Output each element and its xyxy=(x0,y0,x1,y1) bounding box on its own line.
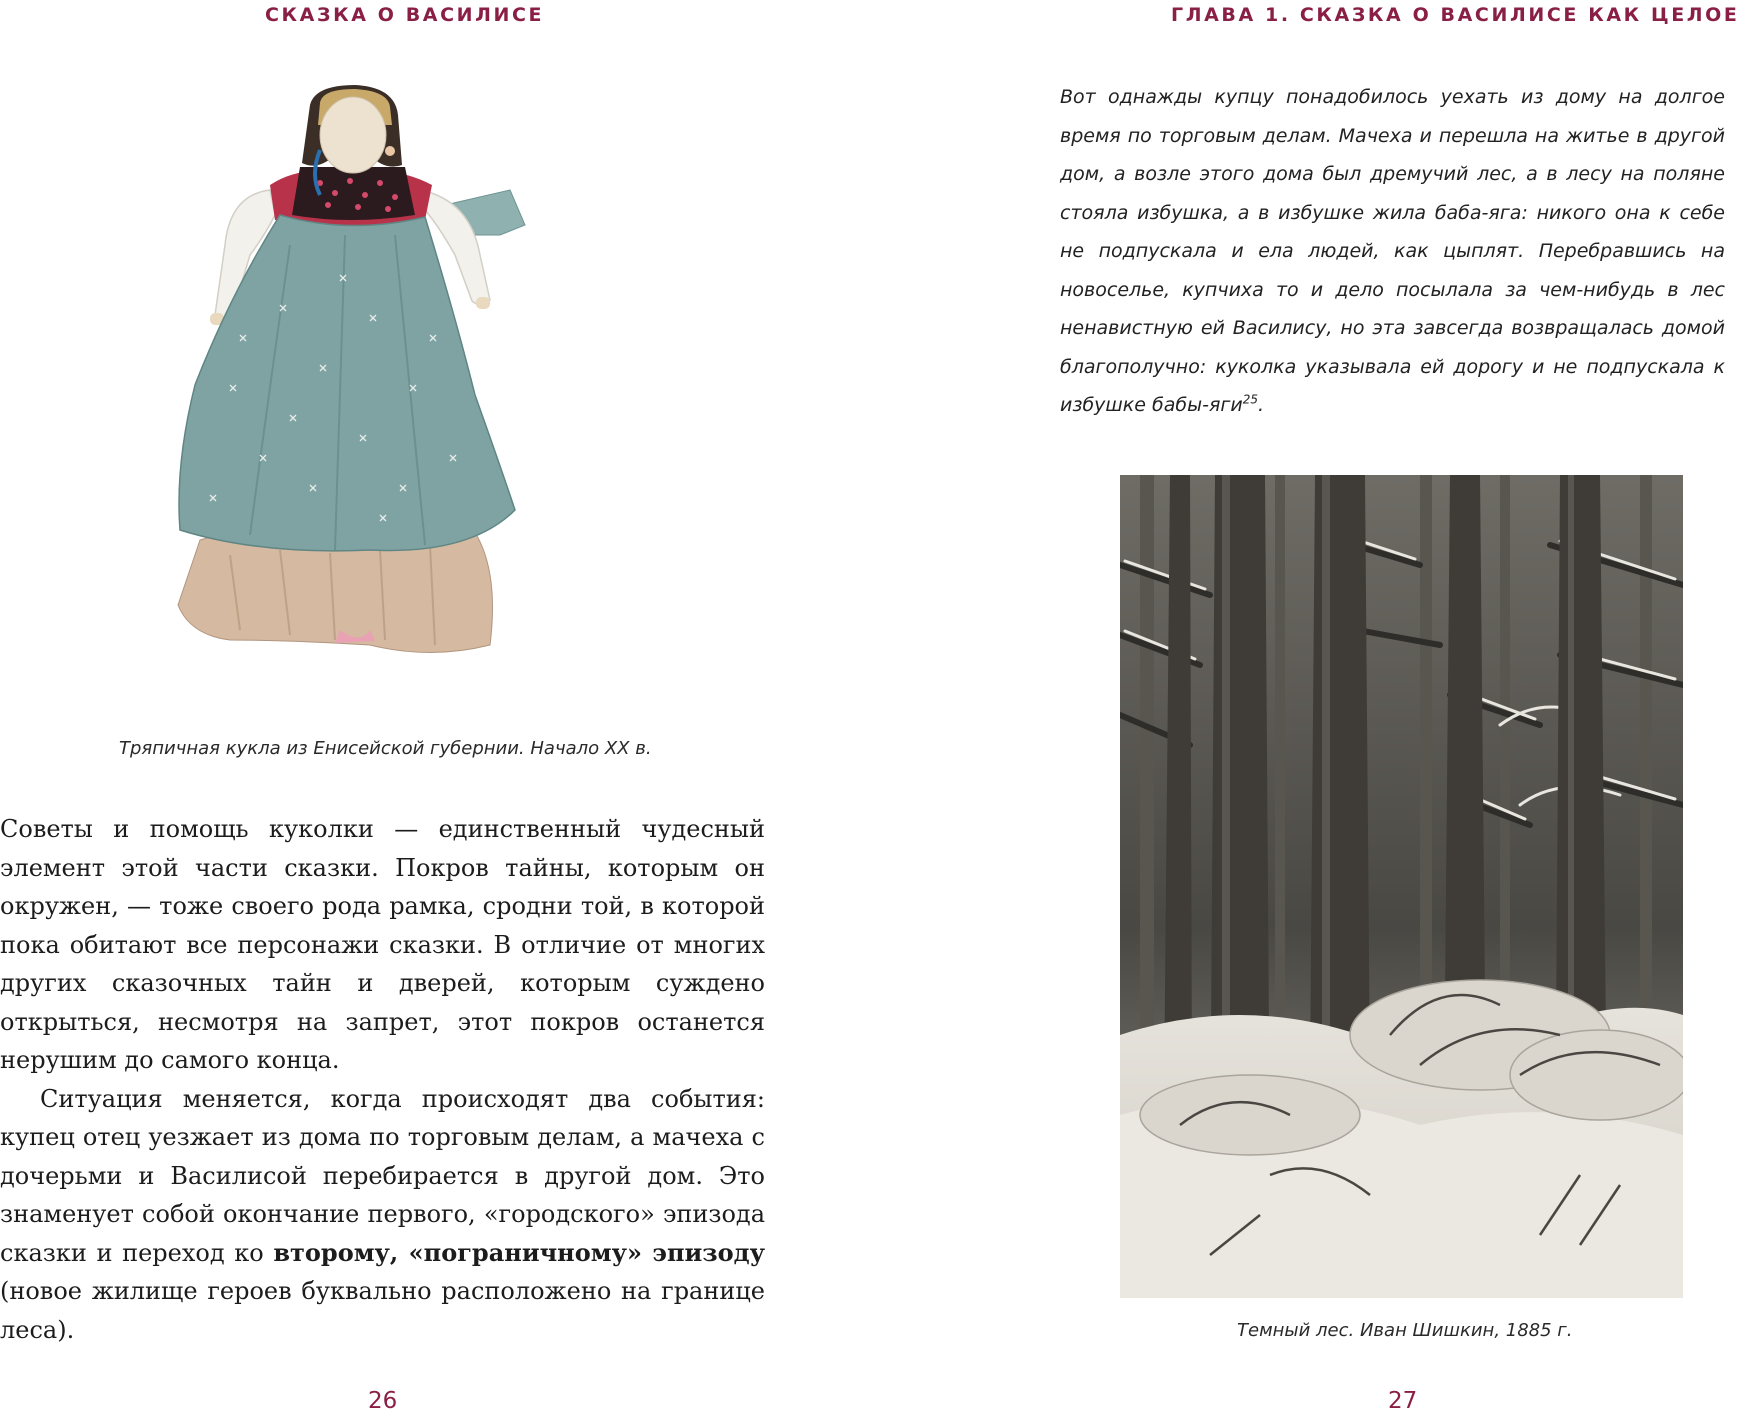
paragraph-1: Советы и помощь куколки — единственный чудесный элемент этой части сказки. Покров тайны, которым он окружен, — тоже своего рода рамка, сродни той, в которой пока обитают все персонажи сказки. В отличие от многих других сказочных тайн и дверей, которым суждено открыться, несмотря на запрет, этот покров останется нерушим до самого конца. xyxy=(0,815,765,1074)
right-page xyxy=(878,0,1756,1419)
forest-painting-icon xyxy=(1120,475,1683,1298)
page-number-left: 26 xyxy=(368,1388,398,1414)
tale-quote xyxy=(1060,78,1725,425)
body-text xyxy=(0,810,765,1349)
bold-term: второму, «пограничному» эпизоду xyxy=(273,1237,765,1267)
rag-doll-illustration xyxy=(170,85,590,715)
quote-end: . xyxy=(1257,394,1265,416)
running-head-left: СКАЗКА О ВАСИЛИСЕ xyxy=(265,4,545,26)
footnote-marker: 25 xyxy=(1242,392,1258,407)
quote-paragraph xyxy=(1060,78,1725,425)
quote-text: Вот однажды купцу понадобилось уехать из дому на долгое время по торговым делам. Мачеха и перешла на житье в другой дом, а возле этого дома был дремучий лес, а в лесу на поляне стояла избушка, а в избушке жила баба-яга: никого она к себе не подпускала и ела людей, как цыплят. Перебравшись на новоселье, купчиха то и дело посылала за чем-нибудь в лес ненавистную ей Василису, но эта завсегда возвращалась домой благополучно: куколка указывала ей дорогу и не подпускала к избушке бабы-яги xyxy=(1060,86,1725,416)
running-head-right: ГЛАВА 1. СКАЗКА О ВАСИЛИСЕ КАК ЦЕЛОЕ xyxy=(1171,4,1740,26)
page-number-right: 27 xyxy=(1388,1388,1418,1414)
paragraph-2-start: Ситуация меняется, когда происходят два события: купец отец уезжает из дома по торговым делам, а мачеха с дочерьми и Василисой перебирается в другой дом. Это знаменует собой окончание первого, «городского» эпизода сказки и переход ко xyxy=(0,1084,765,1267)
rag-doll-icon xyxy=(170,85,590,715)
paragraph-2-end: (новое жилище героев буквально расположено на границе леса). xyxy=(0,1277,765,1344)
figure-caption-painting: Темный лес. Иван Шишкин, 1885 г. xyxy=(1237,1320,1573,1341)
figure-caption-doll: Тряпичная кукла из Енисейской губернии. Начало XX в. xyxy=(119,738,652,759)
snowy-forest-painting xyxy=(1120,475,1683,1298)
paragraph-2 xyxy=(0,1080,765,1350)
